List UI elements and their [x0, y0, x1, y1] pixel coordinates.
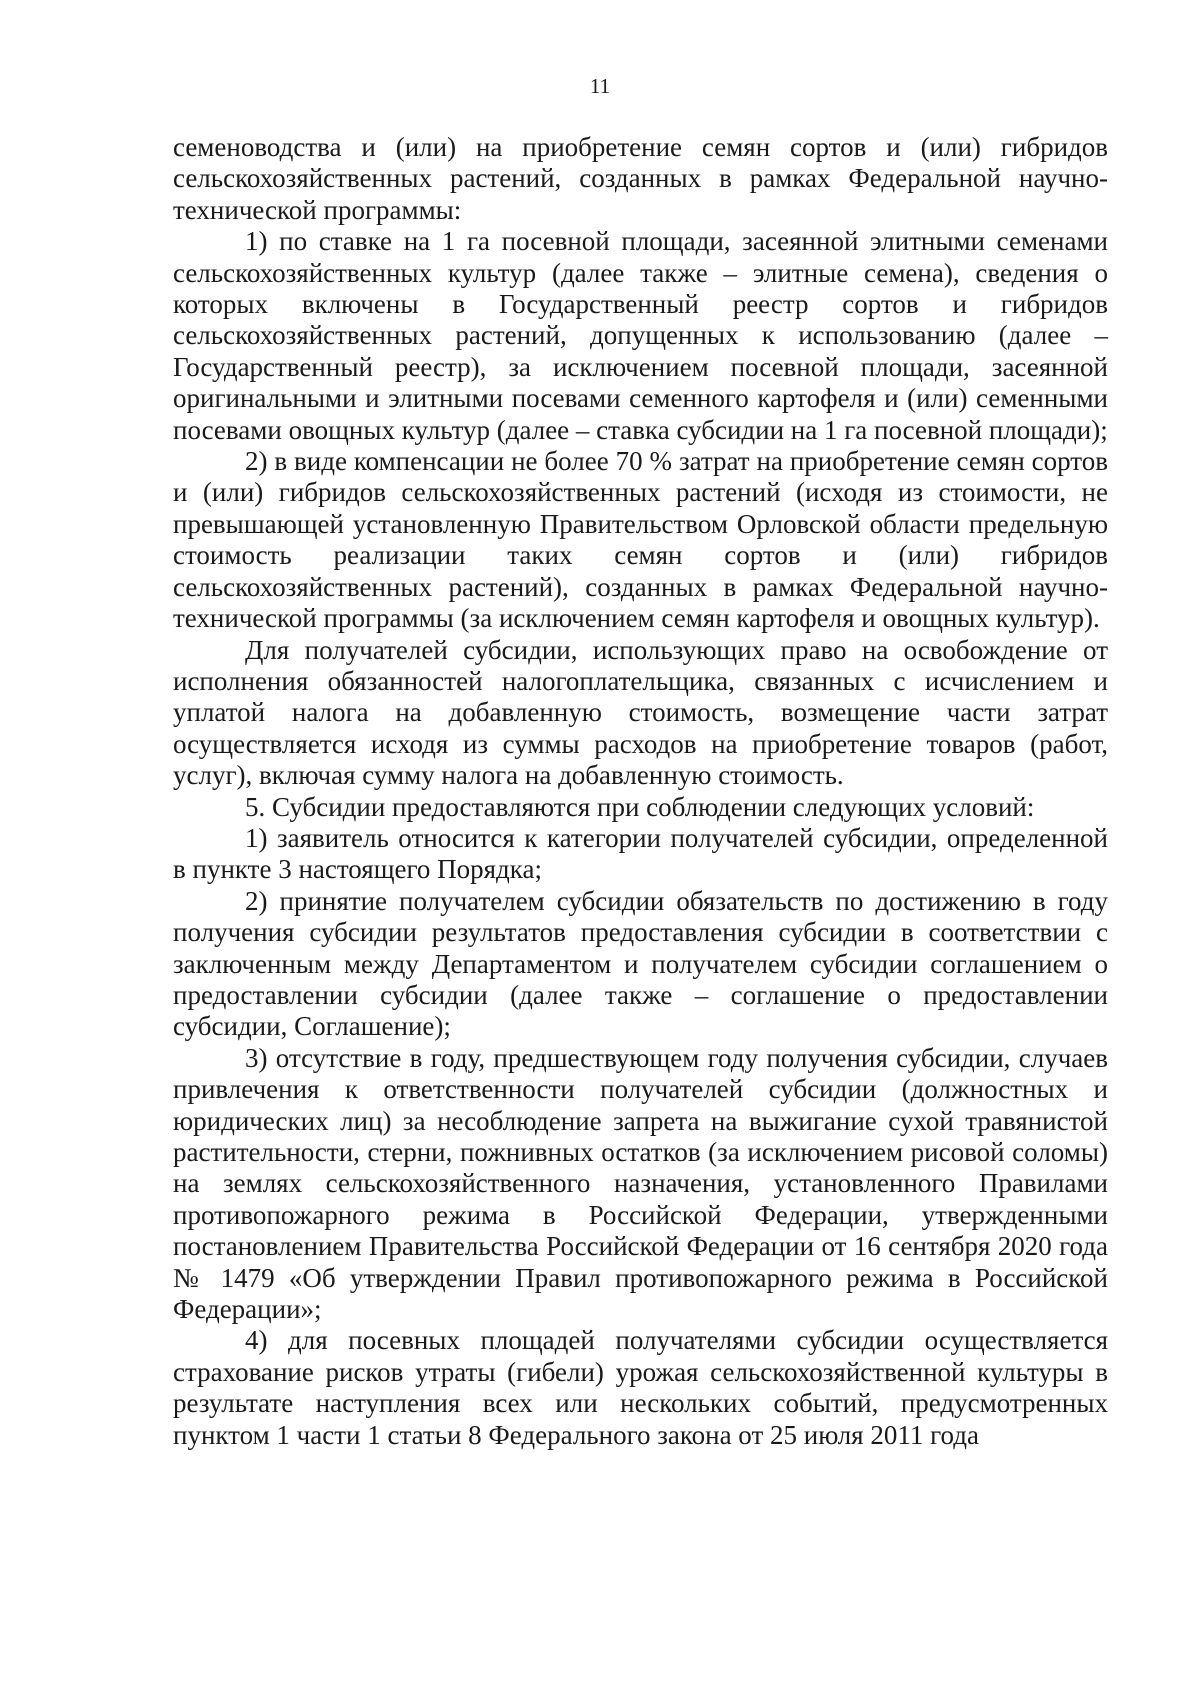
paragraph-item-1-rate-per-hectare: 1) по ставке на 1 га посевной площади, засеянной элитными семенами сельскохозяйственных культур (далее также – элитные семена), сведения о которых включены в Государственный реестр сортов и гибридов сельскохозяйственных растений, допущенных к использованию (далее – Государственный реестр), за исключением посевной площади, засеянной оригинальными и элитными посевами семенного картофеля и (или) семенными посевами овощных культур (далее – ставка субсидии на 1 га посевной площади);	[173, 226, 1108, 445]
document-body	[173, 132, 1108, 1451]
page-number: 11	[589, 74, 611, 98]
paragraph-condition-1: 1) заявитель относится к категории получателей субсидии, определенной в пункте 3 настоящего Порядка;	[173, 822, 1108, 885]
paragraph-item-2-compensation: 2) в виде компенсации не более 70 % затрат на приобретение семян сортов и (или) гибридов сельскохозяйственных растений (исходя из стоимости, не превышающей установленную Правительством Орловской области предельную стоимость реализации таких семян сортов и (или) гибридов сельскохозяйственных растений), созданных в рамках Федеральной научно-технической программы (за исключением семян картофеля и овощных культур).	[173, 446, 1108, 634]
paragraph-condition-2: 2) принятие получателем субсидии обязательств по достижению в году получения субсидии результатов предоставления субсидии в соответствии с заключенным между Департаментом и получателем субсидии соглашением о предоставлении субсидии (далее также – соглашение о предоставлении субсидии, Соглашение);	[173, 885, 1108, 1042]
paragraph-condition-3: 3) отсутствие в году, предшествующем году получения субсидии, случаев привлечения к ответственности получателей субсидии (должностных и юридических лиц) за несоблюдение запрета на выжигание сухой травянистой растительности, стерни, пожнивных остатков (за исключением рисовой соломы) на землях сельскохозяйственного назначения, установленного Правилами противопожарного режима в Российской Федерации, утвержденными постановлением Правительства Российской Федерации от 16 сентября 2020 года № 1479 «Об утверждении Правил противопожарного режима в Российской Федерации»;	[173, 1042, 1108, 1325]
paragraph-vat-note: Для получателей субсидии, использующих право на освобождение от исполнения обязанностей налогоплательщика, связанных с исчислением и уплатой налога на добавленную стоимость, возмещение части затрат осуществляется исходя из суммы расходов на приобретение товаров (работ, услуг), включая сумму налога на добавленную стоимость.	[173, 634, 1108, 791]
paragraph-continuation: семеноводства и (или) на приобретение семян сортов и (или) гибридов сельскохозяйственных растений, созданных в рамках Федеральной научно-технической программы:	[173, 132, 1108, 225]
paragraph-condition-4: 4) для посевных площадей получателями субсидии осуществляется страхование рисков утраты (гибели) урожая сельскохозяйственной культуры в результате наступления всех или нескольких событий, предусмотренных пунктом 1 части 1 статьи 8 Федерального закона от 25 июля 2011 года	[173, 1325, 1108, 1450]
paragraph-section-5-heading: 5. Субсидии предоставляются при соблюдении следующих условий:	[245, 791, 1035, 822]
